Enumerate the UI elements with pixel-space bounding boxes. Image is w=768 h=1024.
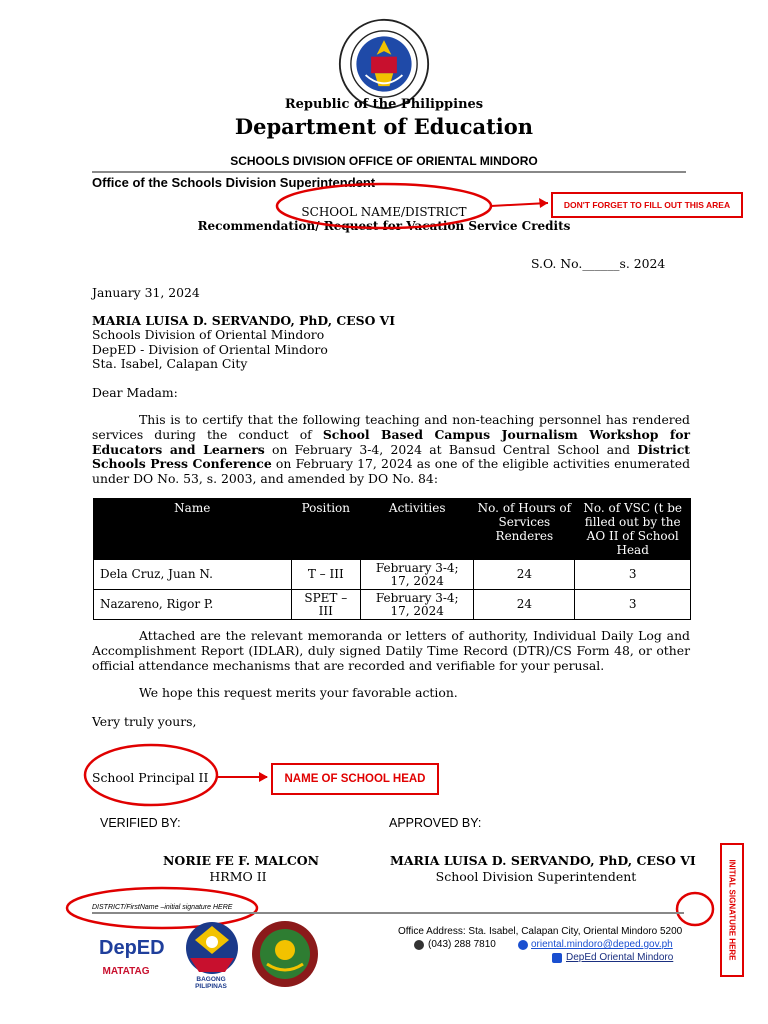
- sdo-heading: SCHOOLS DIVISION OFFICE OF ORIENTAL MINDORO: [230, 154, 538, 168]
- activities-cell: February 3-4; 17, 2024: [361, 590, 474, 620]
- phone-number: (043) 288 7810: [428, 939, 496, 950]
- initial-signature-note: INITIAL SIGNATURE HERE: [720, 843, 744, 977]
- facebook-icon: [552, 953, 562, 963]
- so-number: S.O. No.______s. 2024: [531, 256, 666, 271]
- division-seal-logo: [252, 921, 318, 987]
- table-row: [94, 560, 691, 590]
- office-heading: Office of the Schools Division Superintendent: [92, 175, 376, 190]
- column-header: No. of VSC (t be filled out by the AO II of School Head: [575, 499, 691, 560]
- personnel-table: [93, 498, 691, 620]
- hours-cell: 24: [474, 590, 575, 620]
- sds-name: MARIA LUISA D. SERVANDO, PhD, CESO VI: [390, 853, 696, 868]
- bagong-pilipinas-logo: [186, 922, 238, 974]
- hrmo-name: NORIE FE F. MALCON: [163, 853, 320, 868]
- fill-out-note: DON'T FORGET TO FILL OUT THIS AREA: [551, 192, 743, 218]
- column-header: No. of Hours of Services Renderes: [474, 499, 575, 560]
- address-line: Schools Division of Oriental Mindoro: [92, 327, 325, 342]
- facebook-link[interactable]: DepEd Oriental Mindoro: [566, 952, 674, 963]
- email-icon: [518, 940, 528, 950]
- address-line: DepED - Division of Oriental Mindoro: [92, 342, 328, 357]
- deped-logo: DepED: [99, 937, 165, 959]
- hours-cell: 24: [474, 560, 575, 590]
- sds-title: School Division Superintendent: [435, 869, 637, 884]
- position-cell: SPET – III: [291, 590, 361, 620]
- office-address: Office Address: Sta. Isabel, Calapan City, Oriental Mindoro 5200: [398, 926, 683, 937]
- principal-title[interactable]: School Principal II: [92, 770, 209, 785]
- initial-signature-line[interactable]: DISTRICT/FirstName –initial signature HERE: [92, 904, 233, 911]
- verified-by-label: VERIFIED BY:: [100, 816, 181, 830]
- name-cell: Dela Cruz, Juan N.: [94, 560, 292, 590]
- activities-cell: February 3-4; 17, 2024: [361, 560, 474, 590]
- vsc-cell: 3: [575, 560, 691, 590]
- phone-icon: [414, 940, 424, 950]
- addressee-name: MARIA LUISA D. SERVANDO, PhD, CESO VI: [92, 313, 396, 328]
- request-paragraph: We hope this request merits your favorable action.: [139, 685, 458, 700]
- subject-line: Recommendation/ Request for Vacation Service Credits: [197, 219, 571, 233]
- name-cell: Nazareno, Rigor P.: [94, 590, 292, 620]
- vsc-cell: 3: [575, 590, 691, 620]
- column-header: Activities: [361, 499, 474, 560]
- table-row: [94, 590, 691, 620]
- address-line: Sta. Isabel, Calapan City: [92, 356, 248, 371]
- header-divider: [92, 171, 686, 173]
- footer-divider: [92, 912, 684, 914]
- column-header: Name: [94, 499, 292, 560]
- approved-by-label: APPROVED BY:: [389, 816, 482, 830]
- certification-paragraph: This is to certify that the following teaching and non-teaching personnel has rendered services during the conduct of School Based Campus Journalism Workshop for Educators and Learners on February 3-4, 2024 at Bansud Central School and District Schools Press Conference on February 17, 2024 as one of the eligible activities enumerated under DO No. 53, s. 2003, and amended by DO No. 84:: [92, 412, 690, 487]
- salutation: Dear Madam:: [92, 385, 178, 400]
- bagong-pilipinas-label: BAGONG PILIPINAS: [195, 976, 227, 990]
- closing: Very truly yours,: [92, 714, 197, 729]
- matatag-logo: MATATAG: [102, 966, 150, 977]
- letter-date: January 31, 2024: [92, 285, 200, 300]
- email-link[interactable]: oriental.mindoro@deped.gov.ph: [531, 939, 673, 950]
- school-district-field[interactable]: SCHOOL NAME/DISTRICT: [301, 205, 467, 219]
- position-cell: T – III: [291, 560, 361, 590]
- attachments-paragraph: Attached are the relevant memoranda or letters of authority, Individual Daily Log and Accomplishment Report (IDLAR), duly signed Datily Time Record (DTR)/CS Form 48, or other official attendance mechanisms that are recorded and verifiable for your perusal.: [92, 628, 690, 673]
- table-header-row: [94, 499, 691, 560]
- department-heading: Department of Education: [234, 114, 534, 139]
- school-head-note: NAME OF SCHOOL HEAD: [271, 763, 439, 795]
- republic-heading: Republic of the Philippines: [284, 97, 484, 112]
- hrmo-title: HRMO II: [209, 869, 267, 884]
- column-header: Position: [291, 499, 361, 560]
